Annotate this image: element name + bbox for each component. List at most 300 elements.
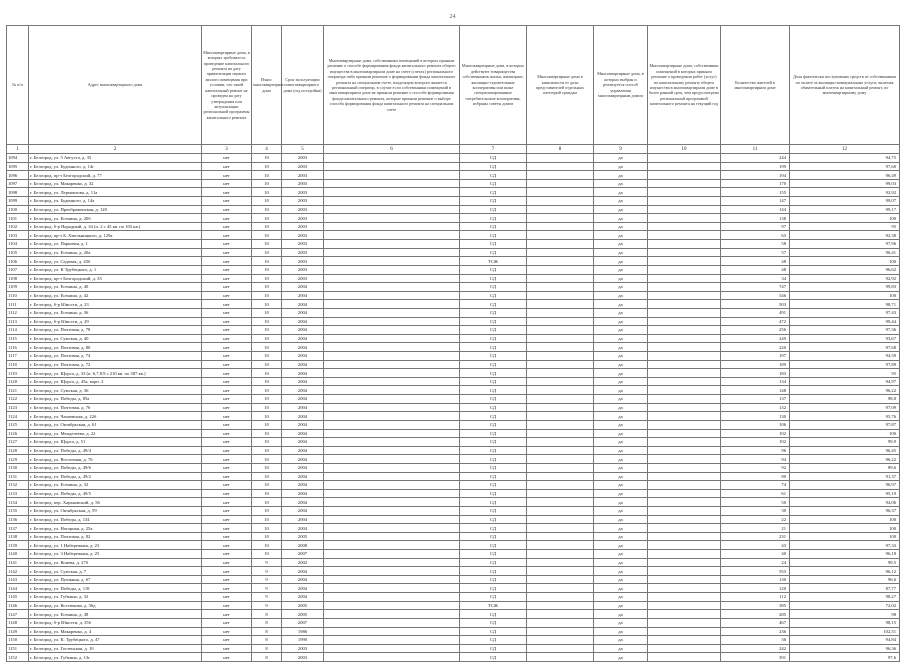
cell-row-number: 1119 — [7, 369, 29, 378]
cell-repair-required: нет — [202, 291, 252, 300]
cell-fund-formation — [324, 188, 460, 197]
cell-management-selected: да — [594, 472, 648, 481]
cell-row-number: 1129 — [7, 455, 29, 464]
cell-residents: 155 — [721, 188, 790, 197]
cell-early-repair — [648, 343, 721, 352]
cell-management-selected: да — [594, 601, 648, 610]
cell-wear: 9 — [252, 567, 282, 576]
cell-fund-formation — [324, 455, 460, 464]
cell-repair-required: нет — [202, 369, 252, 378]
cell-repair-required: нет — [202, 550, 252, 559]
cell-citizen-share — [527, 291, 594, 300]
cell-citizen-share — [527, 197, 594, 206]
cell-citizen-share — [527, 222, 594, 231]
cell-repair-required: нет — [202, 489, 252, 498]
cell-payment-share: 92,92 — [790, 274, 900, 283]
cell-row-number: 1105 — [7, 248, 29, 257]
cell-citizen-share — [527, 231, 594, 240]
cell-wear: 10 — [252, 257, 282, 266]
cell-repair-required: нет — [202, 308, 252, 317]
cell-management-selected: да — [594, 420, 648, 429]
cell-citizen-share — [527, 352, 594, 361]
cell-early-repair — [648, 377, 721, 386]
cell-wear: 10 — [252, 369, 282, 378]
cell-row-number: 1146 — [7, 601, 29, 610]
table-row — [7, 567, 900, 576]
cell-year-built: 2004 — [282, 420, 324, 429]
cell-management-form: СД — [460, 455, 527, 464]
cell-row-number: 1152 — [7, 653, 29, 662]
cell-management-selected: да — [594, 403, 648, 412]
cell-citizen-share — [527, 240, 594, 249]
cell-repair-required: нет — [202, 472, 252, 481]
cell-payment-share: 98,27 — [790, 593, 900, 602]
cell-management-form: СД — [460, 532, 527, 541]
cell-management-selected: да — [594, 300, 648, 309]
table-row — [7, 205, 900, 214]
cell-management-form: СД — [460, 154, 527, 163]
column-number-row — [7, 145, 900, 154]
cell-year-built: 2004 — [282, 524, 324, 533]
table-row — [7, 420, 900, 429]
cell-citizen-share — [527, 360, 594, 369]
cell-residents: 236 — [721, 627, 790, 636]
table-row — [7, 403, 900, 412]
cell-residents: 130 — [721, 412, 790, 421]
cell-citizen-share — [527, 506, 594, 515]
cell-management-selected: да — [594, 386, 648, 395]
cell-management-form: СД — [460, 265, 527, 274]
cell-citizen-share — [527, 575, 594, 584]
cell-residents: 467 — [721, 618, 790, 627]
table-row — [7, 360, 900, 369]
cell-wear: 10 — [252, 498, 282, 507]
cell-year-built: 2004 — [282, 369, 324, 378]
header-hoa: Многоквартирные дома, в которых действуют товарищества собственников жилья, жилищные, жилищно-строительные кооперативы или иные специализированные потребительские кооперативы, избраны советы домов — [460, 26, 527, 145]
cell-year-built: 2004 — [282, 334, 324, 343]
cell-fund-formation — [324, 636, 460, 645]
table-row — [7, 506, 900, 515]
cell-management-selected: да — [594, 627, 648, 636]
cell-residents: 61 — [721, 489, 790, 498]
cell-citizen-share — [527, 498, 594, 507]
cell-residents: 148 — [721, 386, 790, 395]
table-row — [7, 524, 900, 533]
cell-year-built: 2003 — [282, 248, 324, 257]
cell-payment-share: 95,19 — [790, 489, 900, 498]
cell-management-form: СД — [460, 524, 527, 533]
cell-payment-share: 94,59 — [790, 352, 900, 361]
cell-year-built: 2004 — [282, 377, 324, 386]
cell-address: г. Белгород, пр-т Белгородский, д. 35 — [29, 274, 202, 283]
cell-early-repair — [648, 601, 721, 610]
cell-year-built: 2003 — [282, 179, 324, 188]
cell-row-number: 1134 — [7, 498, 29, 507]
cell-fund-formation — [324, 532, 460, 541]
cell-fund-formation — [324, 395, 460, 404]
table-row — [7, 326, 900, 335]
table-row — [7, 498, 900, 507]
cell-management-selected: да — [594, 265, 648, 274]
cell-fund-formation — [324, 575, 460, 584]
cell-repair-required: нет — [202, 395, 252, 404]
cell-management-form: СД — [460, 300, 527, 309]
table-row — [7, 240, 900, 249]
table-row — [7, 231, 900, 240]
table-row — [7, 197, 900, 206]
header-fund-formation: Многоквартирные дома, собственники помещений в которых приняли решение о способе формирования фонда капитального ремонта общего имущества в многоквартирном доме на счете (счетах) регионального оператора либо приняли решение о формировании фонда капитального ремонта на специальном счете, владельцем которого является региональный оператор, в случае если собственники помещений в многоквартирном доме не приняли решение о способе формирования фонда капитального ремонта, которые приняли решение о выборе способа формирования фонда капитального ремонта на специальном счете — [324, 26, 460, 145]
cell-year-built: 2003 — [282, 205, 324, 214]
cell-wear: 10 — [252, 550, 282, 559]
cell-citizen-share — [527, 515, 594, 524]
cell-management-selected: да — [594, 326, 648, 335]
cell-year-built: 2004 — [282, 593, 324, 602]
cell-address: г. Белгород, ул. Буденного, д. 14а — [29, 197, 202, 206]
cell-payment-share: 96,41 — [790, 248, 900, 257]
cell-management-form: СД — [460, 644, 527, 653]
cell-management-selected: да — [594, 291, 648, 300]
table-row — [7, 550, 900, 559]
cell-wear: 10 — [252, 188, 282, 197]
cell-early-repair — [648, 644, 721, 653]
cell-year-built: 2004 — [282, 317, 324, 326]
cell-citizen-share — [527, 205, 594, 214]
cell-wear: 10 — [252, 231, 282, 240]
table-row — [7, 627, 900, 636]
cell-payment-share: 100 — [790, 429, 900, 438]
cell-wear: 9 — [252, 593, 282, 602]
cell-wear: 10 — [252, 154, 282, 163]
cell-wear: 8 — [252, 636, 282, 645]
cell-residents: 220 — [721, 343, 790, 352]
cell-management-form: СД — [460, 395, 527, 404]
housing-register-table — [6, 25, 900, 662]
cell-repair-required: нет — [202, 601, 252, 610]
cell-address: г. Белгород, ул. Почтовая, д. 82 — [29, 532, 202, 541]
cell-residents: 256 — [721, 326, 790, 335]
cell-address: г. Белгород, ул. Почтовая, д. 72 — [29, 360, 202, 369]
cell-payment-share: 96,22 — [790, 455, 900, 464]
cell-wear: 10 — [252, 222, 282, 231]
table-row — [7, 601, 900, 610]
cell-address: г. Белгород, б-р Народный, д. 34 (п. 2 с 45 кв. по 103 кв.) — [29, 222, 202, 231]
cell-management-form: СД — [460, 343, 527, 352]
cell-row-number: 1125 — [7, 420, 29, 429]
cell-early-repair — [648, 550, 721, 559]
cell-repair-required: нет — [202, 360, 252, 369]
table-row — [7, 283, 900, 292]
table-row — [7, 610, 900, 619]
cell-residents: 34 — [721, 274, 790, 283]
cell-row-number: 1144 — [7, 584, 29, 593]
column-number: 10 — [648, 145, 721, 154]
cell-early-repair — [648, 463, 721, 472]
cell-year-built: 2007 — [282, 618, 324, 627]
cell-wear: 10 — [252, 377, 282, 386]
cell-citizen-share — [527, 257, 594, 266]
cell-residents: 249 — [721, 334, 790, 343]
cell-address: г. Белгород, ул. Сумская, д. 36 — [29, 386, 202, 395]
cell-residents: 137 — [721, 395, 790, 404]
table-row — [7, 308, 900, 317]
cell-citizen-share — [527, 481, 594, 490]
cell-fund-formation — [324, 291, 460, 300]
cell-year-built: 2004 — [282, 403, 324, 412]
cell-year-built: 2003 — [282, 274, 324, 283]
cell-row-number: 1135 — [7, 506, 29, 515]
cell-payment-share: 94,84 — [790, 636, 900, 645]
cell-repair-required: нет — [202, 506, 252, 515]
table-row — [7, 653, 900, 662]
cell-management-form: СД — [460, 308, 527, 317]
cell-management-selected: да — [594, 343, 648, 352]
cell-residents: 106 — [721, 420, 790, 429]
cell-address: г. Белгород, ул. Буденного, д. 14г — [29, 162, 202, 171]
cell-address: г. Белгород, ул. Садовая, д. 45б — [29, 257, 202, 266]
cell-fund-formation — [324, 334, 460, 343]
cell-repair-required: нет — [202, 653, 252, 662]
cell-wear: 10 — [252, 352, 282, 361]
cell-row-number: 1138 — [7, 532, 29, 541]
cell-wear: 10 — [252, 532, 282, 541]
cell-wear: 8 — [252, 618, 282, 627]
header-management-method: Многоквартирные дома, в которых выбран и реализуется способ управления многоквартирным домом — [594, 26, 648, 145]
cell-residents: 40 — [721, 550, 790, 559]
cell-citizen-share — [527, 248, 594, 257]
cell-early-repair — [648, 214, 721, 223]
cell-fund-formation — [324, 162, 460, 171]
cell-repair-required: нет — [202, 618, 252, 627]
cell-wear: 10 — [252, 395, 282, 404]
cell-early-repair — [648, 274, 721, 283]
header-payment-share: Доля фактически поступивших средств от собственников по оплате за жилищно-коммунальные услуги, включая обязательный платеж на капитальный ремонт, по многоквартирному дому — [790, 26, 900, 145]
cell-year-built: 2004 — [282, 575, 324, 584]
cell-address: г. Белгород, ул. Почтовая, д. 76 — [29, 403, 202, 412]
cell-row-number: 1142 — [7, 567, 29, 576]
cell-repair-required: нет — [202, 283, 252, 292]
cell-management-form: СД — [460, 197, 527, 206]
cell-repair-required: нет — [202, 403, 252, 412]
cell-management-form: СД — [460, 231, 527, 240]
cell-residents: 231 — [721, 532, 790, 541]
cell-management-form: СД — [460, 506, 527, 515]
cell-residents: 74 — [721, 481, 790, 490]
cell-residents: 546 — [721, 291, 790, 300]
cell-address: г. Белгород, ул. Чапаевская, д. 22б — [29, 412, 202, 421]
cell-payment-share: 97,87 — [790, 420, 900, 429]
cell-wear: 10 — [252, 481, 282, 490]
cell-address: г. Белгород, ул. Есенина, д. 38 — [29, 610, 202, 619]
cell-residents: 102 — [721, 429, 790, 438]
cell-row-number: 1113 — [7, 317, 29, 326]
cell-year-built: 2003 — [282, 214, 324, 223]
cell-early-repair — [648, 171, 721, 180]
cell-payment-share: 97,36 — [790, 326, 900, 335]
cell-payment-share: 100 — [790, 515, 900, 524]
cell-management-selected: да — [594, 584, 648, 593]
cell-citizen-share — [527, 308, 594, 317]
cell-payment-share: 97,96 — [790, 240, 900, 249]
cell-repair-required: нет — [202, 377, 252, 386]
cell-address: г. Белгород, ул. Есенина, д. 20а — [29, 248, 202, 257]
cell-fund-formation — [324, 506, 460, 515]
cell-row-number: 1132 — [7, 481, 29, 490]
cell-row-number: 1114 — [7, 326, 29, 335]
cell-fund-formation — [324, 326, 460, 335]
cell-year-built: 2004 — [282, 584, 324, 593]
cell-management-form: СД — [460, 575, 527, 584]
table-row — [7, 532, 900, 541]
cell-payment-share: 99,9 — [790, 438, 900, 447]
cell-payment-share: 100 — [790, 532, 900, 541]
header-address: Адрес многоквартирного дома — [29, 26, 202, 145]
column-number: 2 — [29, 145, 202, 154]
cell-management-selected: да — [594, 593, 648, 602]
cell-wear: 10 — [252, 360, 282, 369]
cell-address: г. Белгород, ул. Победы, д. 134 — [29, 515, 202, 524]
cell-row-number: 1117 — [7, 352, 29, 361]
cell-payment-share: 99,44 — [790, 317, 900, 326]
table-body — [7, 154, 900, 662]
cell-management-selected: да — [594, 550, 648, 559]
cell-row-number: 1097 — [7, 179, 29, 188]
cell-year-built: 2005 — [282, 532, 324, 541]
cell-residents: 63 — [721, 231, 790, 240]
cell-management-selected: да — [594, 558, 648, 567]
cell-early-repair — [648, 205, 721, 214]
cell-year-built: 2004 — [282, 515, 324, 524]
cell-row-number: 1101 — [7, 214, 29, 223]
table-row — [7, 575, 900, 584]
cell-management-selected: да — [594, 463, 648, 472]
cell-management-selected: да — [594, 515, 648, 524]
cell-wear: 10 — [252, 429, 282, 438]
cell-payment-share: 97,89 — [790, 360, 900, 369]
cell-fund-formation — [324, 584, 460, 593]
cell-residents: 134 — [721, 377, 790, 386]
cell-year-built: 2003 — [282, 222, 324, 231]
cell-payment-share: 96,97 — [790, 481, 900, 490]
cell-early-repair — [648, 481, 721, 490]
cell-address: г. Белгород, ул. Победы, д. 85а — [29, 395, 202, 404]
cell-address: г. Белгород, ул. 3 Набережная, д. 25 — [29, 550, 202, 559]
cell-year-built: 2003 — [282, 171, 324, 180]
cell-management-form: СД — [460, 205, 527, 214]
cell-citizen-share — [527, 653, 594, 662]
cell-year-built: 2002 — [282, 558, 324, 567]
cell-early-repair — [648, 584, 721, 593]
cell-early-repair — [648, 653, 721, 662]
cell-row-number: 1123 — [7, 403, 29, 412]
cell-payment-share: 98 — [790, 610, 900, 619]
cell-residents: 36 — [721, 636, 790, 645]
cell-year-built: 2003 — [282, 240, 324, 249]
cell-repair-required: нет — [202, 515, 252, 524]
cell-repair-required: нет — [202, 300, 252, 309]
cell-citizen-share — [527, 420, 594, 429]
cell-repair-required: нет — [202, 326, 252, 335]
table-row — [7, 481, 900, 490]
cell-residents: 80 — [721, 472, 790, 481]
cell-management-selected: да — [594, 524, 648, 533]
cell-management-form: СД — [460, 171, 527, 180]
cell-year-built: 2004 — [282, 498, 324, 507]
cell-early-repair — [648, 558, 721, 567]
cell-fund-formation — [324, 231, 460, 240]
cell-management-form: СД — [460, 481, 527, 490]
cell-management-form: СД — [460, 326, 527, 335]
cell-early-repair — [648, 222, 721, 231]
cell-fund-formation — [324, 248, 460, 257]
cell-management-selected: да — [594, 231, 648, 240]
cell-year-built: 2003 — [282, 154, 324, 163]
cell-citizen-share — [527, 162, 594, 171]
cell-early-repair — [648, 403, 721, 412]
cell-payment-share: 97,43 — [790, 308, 900, 317]
cell-wear: 8 — [252, 610, 282, 619]
cell-fund-formation — [324, 265, 460, 274]
cell-address: г. Белгород, ул. Сумская, д. 40 — [29, 334, 202, 343]
cell-payment-share: 95 — [790, 222, 900, 231]
cell-residents: 242 — [721, 644, 790, 653]
cell-payment-share: 98,15 — [790, 618, 900, 627]
table-row — [7, 644, 900, 653]
cell-management-selected: да — [594, 257, 648, 266]
cell-year-built: 2003 — [282, 265, 324, 274]
cell-address: г. Белгород, пр-т Белгородский, д. 77 — [29, 171, 202, 180]
cell-year-built: 2003 — [282, 257, 324, 266]
cell-citizen-share — [527, 283, 594, 292]
cell-residents: 57 — [721, 248, 790, 257]
cell-early-repair — [648, 618, 721, 627]
cell-early-repair — [648, 257, 721, 266]
cell-citizen-share — [527, 429, 594, 438]
cell-citizen-share — [527, 265, 594, 274]
cell-payment-share: 99,03 — [790, 179, 900, 188]
cell-repair-required: нет — [202, 541, 252, 550]
table-row — [7, 386, 900, 395]
cell-wear: 10 — [252, 179, 282, 188]
cell-address: г. Белгород, ул. Есенина, д. 36 — [29, 308, 202, 317]
cell-row-number: 1124 — [7, 412, 29, 421]
cell-fund-formation — [324, 524, 460, 533]
cell-year-built: 2004 — [282, 463, 324, 472]
cell-management-form: СД — [460, 403, 527, 412]
cell-year-built: 2004 — [282, 386, 324, 395]
cell-fund-formation — [324, 412, 460, 421]
cell-early-repair — [648, 446, 721, 455]
cell-repair-required: нет — [202, 222, 252, 231]
cell-citizen-share — [527, 300, 594, 309]
cell-wear: 10 — [252, 300, 282, 309]
cell-payment-share: 96,36 — [790, 644, 900, 653]
cell-fund-formation — [324, 179, 460, 188]
cell-repair-required: нет — [202, 584, 252, 593]
cell-early-repair — [648, 524, 721, 533]
cell-address: г. Белгород, ул. Губкина, д. 32 — [29, 593, 202, 602]
cell-address: г. Белгород, ул. Губкина, д. 13г — [29, 653, 202, 662]
cell-residents: 491 — [721, 308, 790, 317]
cell-fund-formation — [324, 627, 460, 636]
cell-row-number: 1116 — [7, 343, 29, 352]
cell-management-form: СД — [460, 472, 527, 481]
cell-management-form: СД — [460, 429, 527, 438]
cell-row-number: 1106 — [7, 257, 29, 266]
table-row — [7, 369, 900, 378]
cell-early-repair — [648, 636, 721, 645]
cell-residents: 58 — [721, 240, 790, 249]
cell-management-selected: да — [594, 214, 648, 223]
